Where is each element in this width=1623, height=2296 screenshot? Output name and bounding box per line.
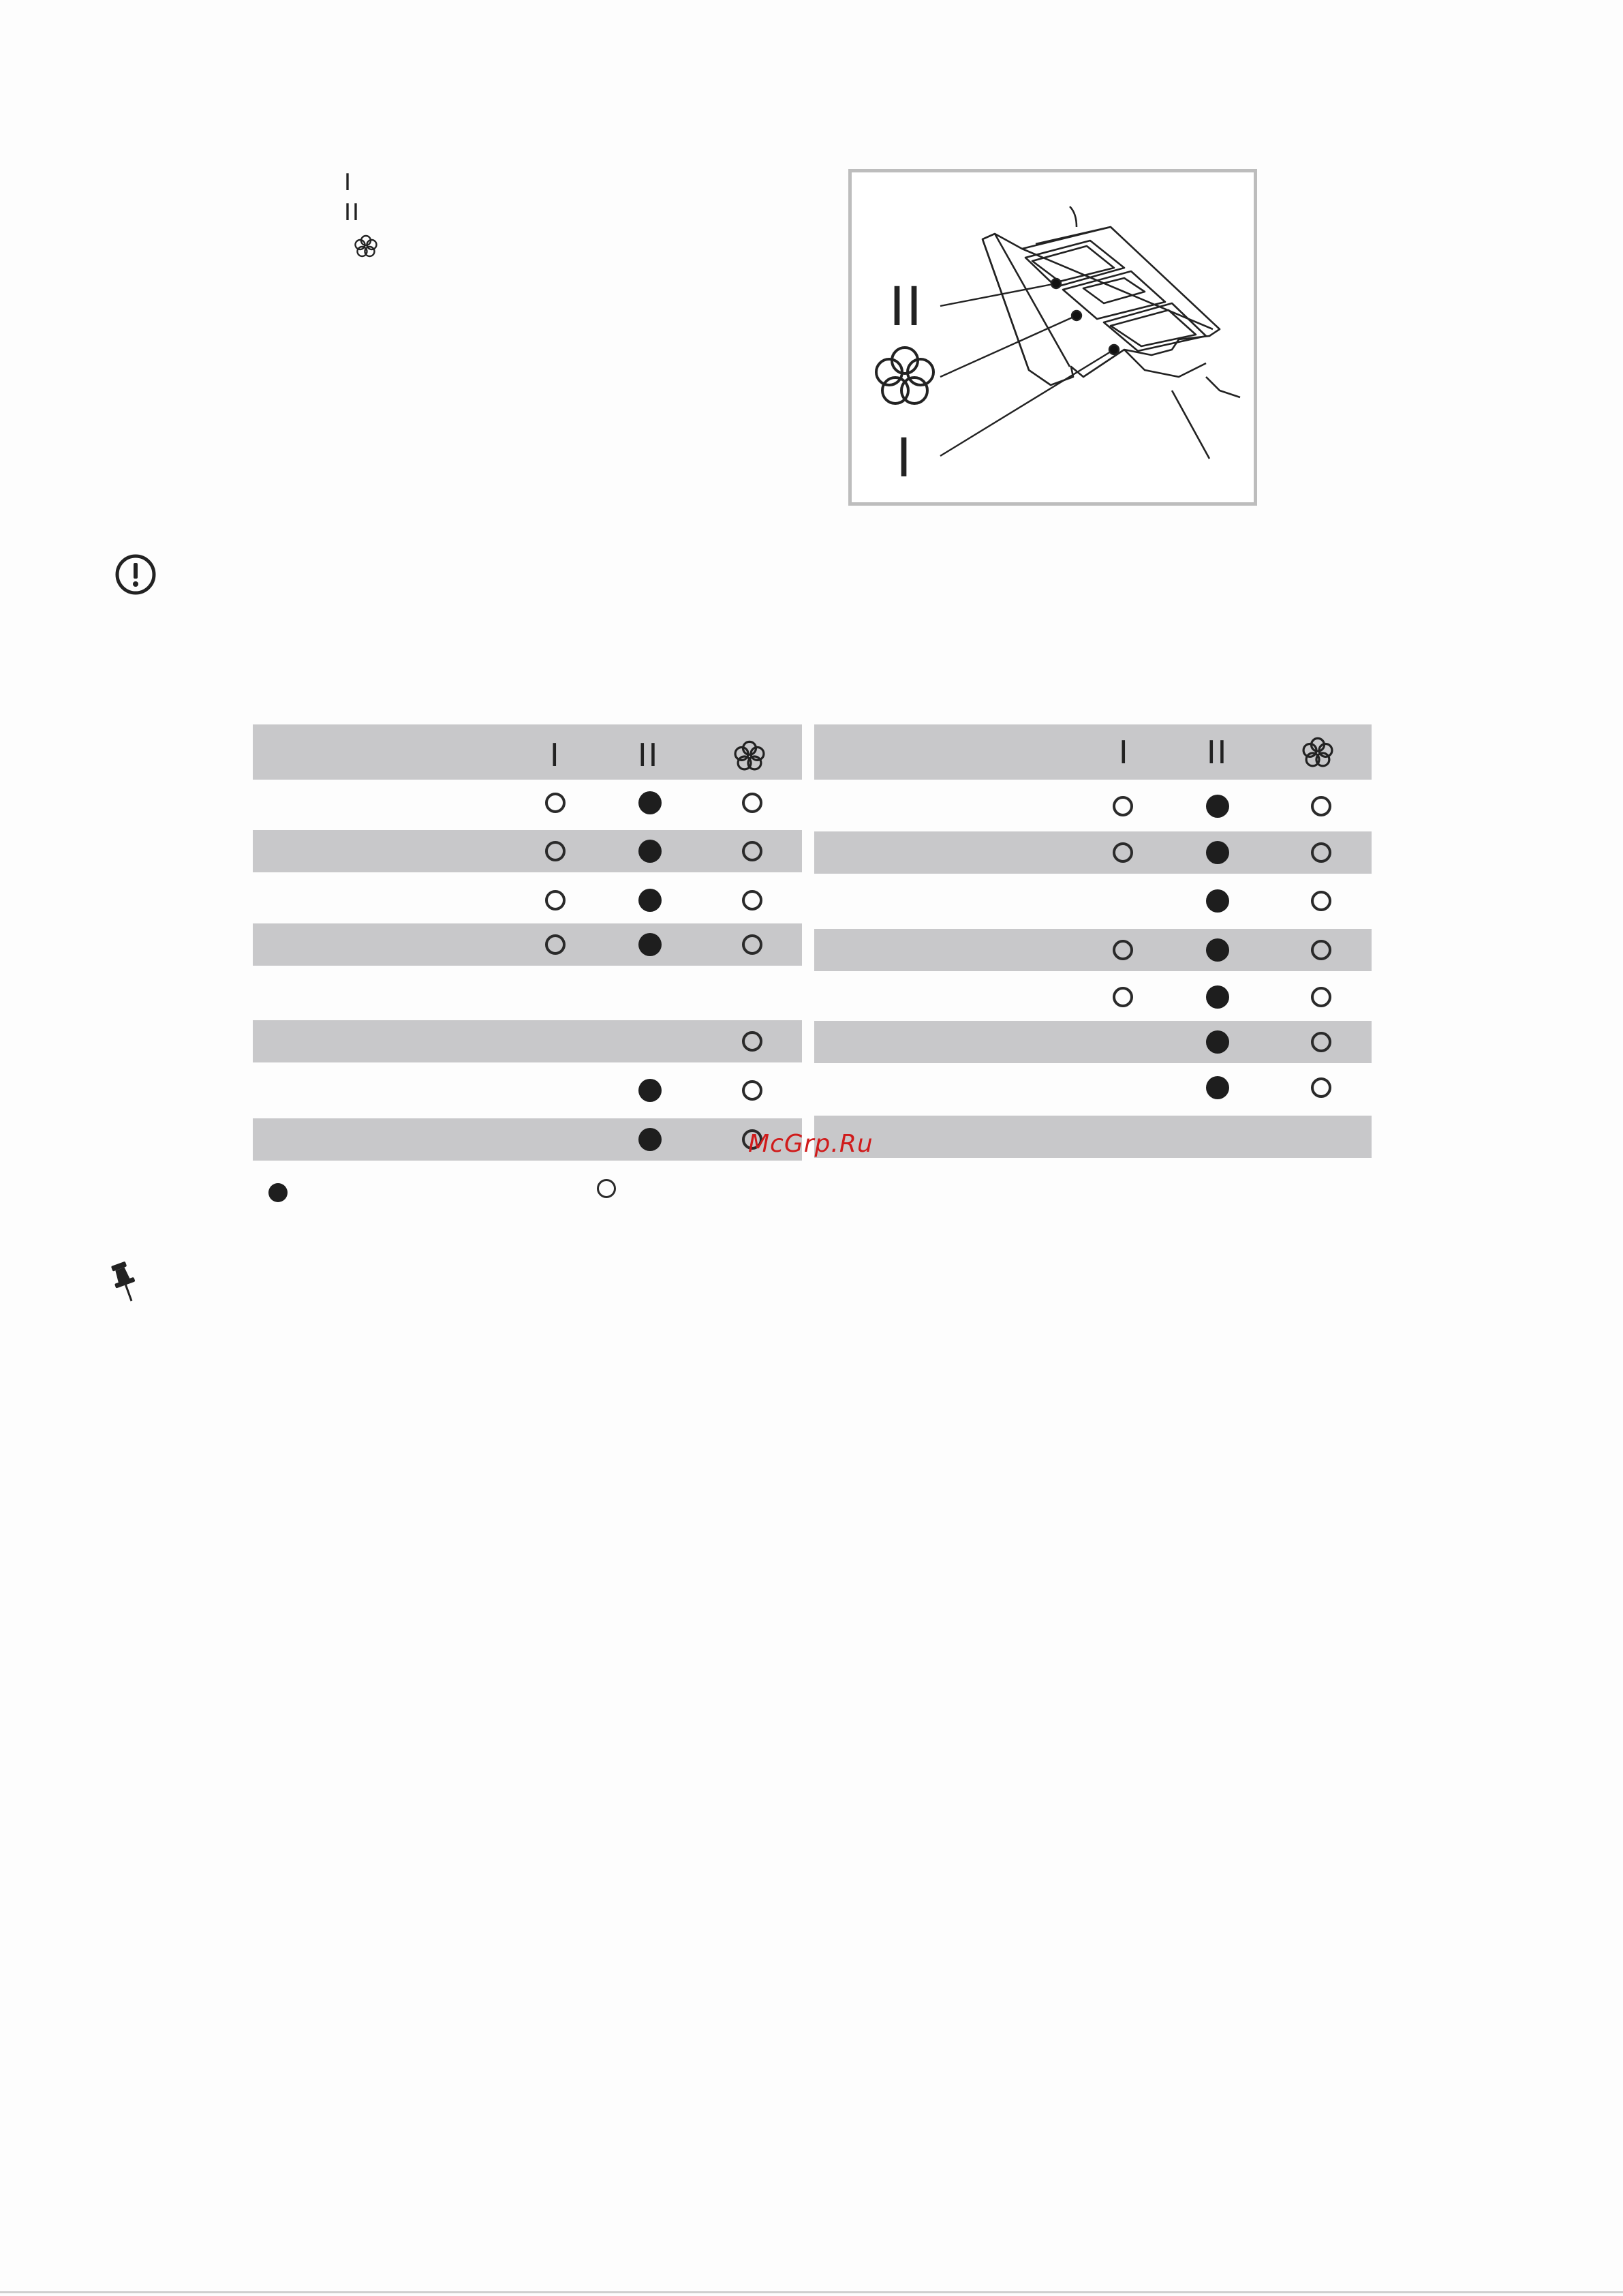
open-circle-icon [1311, 891, 1331, 911]
open-circle-icon [1113, 987, 1133, 1007]
header-mainwash: II [1207, 734, 1228, 771]
open-circle-icon [1311, 1077, 1331, 1098]
page-bottom-rule [0, 2291, 1623, 2293]
filled-circle-icon [638, 933, 662, 956]
table-row-band [814, 929, 1372, 971]
open-circle-icon [742, 841, 762, 861]
open-circle-icon [545, 934, 566, 955]
filled-circle-icon [638, 1128, 662, 1151]
pushpin-icon [109, 1259, 143, 1304]
table-row-band [253, 1118, 802, 1161]
open-circle-icon [545, 890, 566, 910]
filled-circle-icon [638, 840, 662, 863]
filled-circle-icon [1206, 841, 1229, 864]
open-circle-icon [1311, 796, 1331, 816]
table-row-band [253, 830, 802, 872]
table-row-band [253, 1020, 802, 1062]
open-circle-icon [545, 841, 566, 861]
open-circle-icon [1311, 1032, 1331, 1052]
open-circle-icon [742, 1080, 762, 1101]
table-header [814, 724, 1372, 780]
table-row-band [814, 1021, 1372, 1063]
filled-circle-icon [1206, 985, 1229, 1009]
filled-circle-icon [638, 791, 662, 814]
table-header [253, 724, 802, 780]
drawer-softener-flower-icon [876, 348, 933, 403]
header-mainwash: II [638, 737, 660, 774]
open-circle-icon [1311, 987, 1331, 1007]
open-circle-icon [545, 793, 566, 813]
filled-circle-icon [1206, 938, 1229, 962]
softener-flower-icon [352, 233, 380, 260]
header-prewash: I [550, 737, 559, 774]
detergent-drawer-illustration [848, 169, 1257, 506]
mainwash-symbol: II [344, 199, 361, 226]
open-circle-icon [1113, 796, 1133, 816]
open-circle-icon [1311, 940, 1331, 960]
table-row-band [814, 1116, 1372, 1158]
open-circle-icon [1311, 842, 1331, 863]
filled-circle-icon [1206, 795, 1229, 818]
open-circle-icon [742, 934, 762, 955]
watermark: McGrp.Ru [748, 1130, 874, 1158]
header-prewash: I [1119, 734, 1128, 771]
open-circle-icon [742, 1031, 762, 1052]
header-softener-flower-icon [1299, 735, 1336, 771]
dosage-table-right [814, 724, 1372, 1161]
filled-circle-icon [638, 889, 662, 912]
filled-circle-icon [1206, 889, 1229, 913]
prewash-symbol: I [344, 169, 352, 196]
filled-circle-icon [1206, 1076, 1229, 1099]
exclamation-circle-icon [114, 553, 157, 596]
drawer-label-mainwash: II [889, 277, 924, 338]
drawer-label-prewash: I [896, 428, 912, 489]
open-circle-icon [1113, 940, 1133, 960]
filled-circle-icon [638, 1079, 662, 1102]
open-circle-icon [742, 890, 762, 910]
open-circle-icon [742, 793, 762, 813]
open-circle-icon [597, 1179, 616, 1198]
dosage-table-left [253, 724, 802, 1161]
table-row-band [814, 831, 1372, 874]
table-row-band [253, 923, 802, 966]
open-circle-icon [1113, 842, 1133, 863]
header-softener-flower-icon [731, 738, 768, 775]
filled-circle-icon [268, 1183, 288, 1202]
drawer-drawing [852, 172, 1254, 502]
filled-circle-icon [1206, 1030, 1229, 1054]
